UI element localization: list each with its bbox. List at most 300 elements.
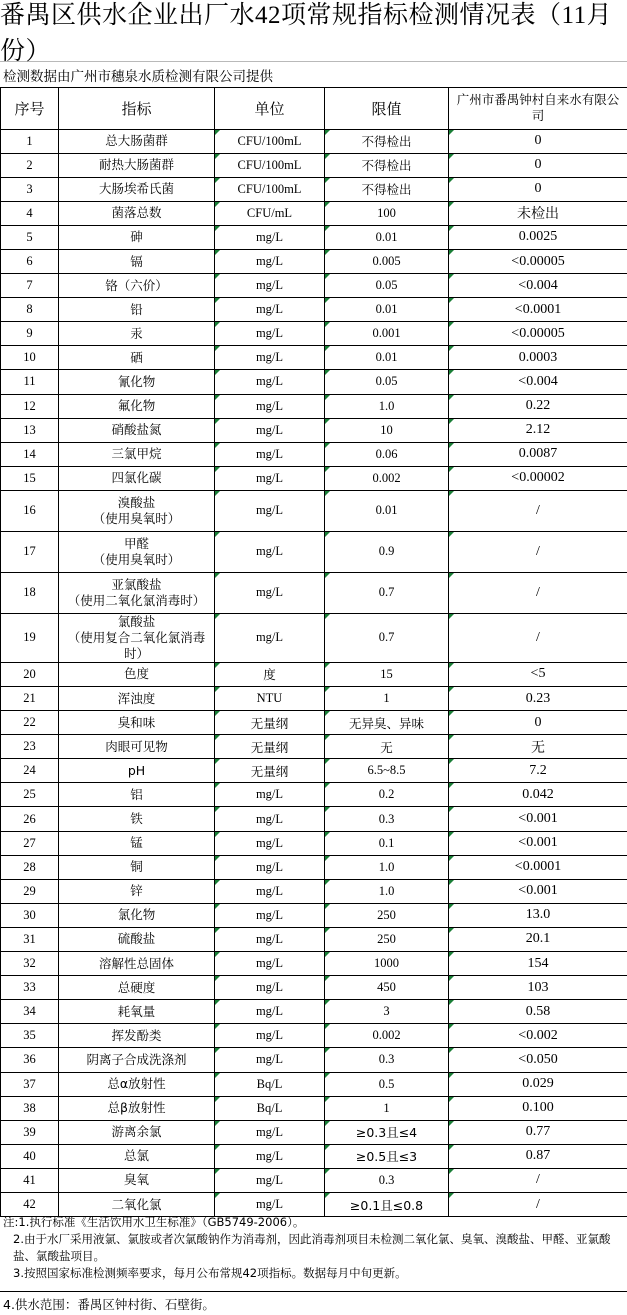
- table-row: [1, 1048, 627, 1072]
- indicator-name: [59, 531, 215, 572]
- indicator-name-main: 耐热大肠菌群: [98, 157, 174, 173]
- unit-cell: mg/L: [215, 952, 325, 976]
- unit-cell: mg/L: [215, 613, 325, 662]
- row-number: 29: [1, 879, 59, 903]
- unit-cell: mg/L: [215, 394, 325, 418]
- unit-cell: mg/L: [215, 903, 325, 927]
- table-row: [1, 442, 627, 466]
- indicator-name: [59, 274, 215, 298]
- limit-cell: 450: [325, 976, 449, 1000]
- row-number: 15: [1, 466, 59, 490]
- indicator-name: [59, 855, 215, 879]
- unit-cell: CFU/100mL: [215, 129, 325, 153]
- row-number: 12: [1, 394, 59, 418]
- limit-cell: 无异臭、异味: [325, 711, 449, 735]
- indicator-name: [59, 346, 215, 370]
- table-row: [1, 903, 627, 927]
- result-cell: 0: [449, 177, 627, 201]
- result-cell: 0.0087: [449, 442, 627, 466]
- result-cell: /: [449, 1168, 627, 1192]
- limit-cell: 0.01: [325, 225, 449, 249]
- indicator-name: [59, 1168, 215, 1192]
- indicator-name-note: （使用臭氧时）: [92, 551, 181, 567]
- limit-cell: 0.01: [325, 346, 449, 370]
- limit-cell: 0.002: [325, 466, 449, 490]
- indicator-name-main: 大肠埃希氏菌: [98, 181, 174, 197]
- indicator-name: [59, 490, 215, 531]
- indicator-name-main: 溴酸盐: [117, 494, 156, 510]
- indicator-name: [59, 466, 215, 490]
- limit-cell: 3: [325, 1000, 449, 1024]
- result-cell: <0.001: [449, 879, 627, 903]
- indicator-name-main: 镉: [130, 253, 143, 269]
- data-source-note: 检测数据由广州市穗泉水质检测有限公司提供: [0, 62, 627, 88]
- table-row: [1, 687, 627, 711]
- indicator-name: [59, 442, 215, 466]
- row-number: 37: [1, 1072, 59, 1096]
- indicator-name-note: （使用二氧化氯消毒时）: [67, 592, 206, 608]
- result-cell: <0.00005: [449, 249, 627, 273]
- table-row: [1, 711, 627, 735]
- header-no: 序号: [1, 88, 59, 129]
- result-cell: 0.029: [449, 1072, 627, 1096]
- table-row: [1, 1144, 627, 1168]
- table-header-row: [1, 88, 627, 129]
- indicator-name-note: （使用臭氧时）: [92, 510, 181, 526]
- indicator-name: [59, 927, 215, 951]
- table-row: [1, 394, 627, 418]
- note-2: 2.由于水厂采用液氯、氯胺或者次氯酸钠作为消毒剂，因此消毒剂项目未检测二氧化氯、臭氧、溴酸盐、甲醛、亚氯酸盐、氯酸盐项目。: [13, 1232, 611, 1263]
- limit-cell: 0.05: [325, 370, 449, 394]
- limit-cell: ≥0.5且≤3: [325, 1144, 449, 1168]
- unit-cell: mg/L: [215, 490, 325, 531]
- unit-cell: mg/L: [215, 1168, 325, 1192]
- indicator-name: [59, 298, 215, 322]
- result-cell: 0: [449, 153, 627, 177]
- unit-cell: CFU/100mL: [215, 177, 325, 201]
- indicator-name: [59, 129, 215, 153]
- row-number: 24: [1, 759, 59, 783]
- indicator-name-main: 硒: [130, 349, 143, 365]
- indicator-name-main: 臭和味: [117, 714, 156, 730]
- unit-cell: mg/L: [215, 1144, 325, 1168]
- limit-cell: 不得检出: [325, 153, 449, 177]
- page-title: 番禺区供水企业出厂水42项常规指标检测情况表（11月份）: [0, 0, 627, 62]
- unit-cell: mg/L: [215, 466, 325, 490]
- table-row: [1, 1168, 627, 1192]
- table-row: [1, 662, 627, 686]
- limit-cell: 0.3: [325, 1048, 449, 1072]
- table-row: [1, 322, 627, 346]
- row-number: 3: [1, 177, 59, 201]
- result-cell: /: [449, 531, 627, 572]
- indicator-name-main: 铬（六价）: [105, 277, 168, 293]
- row-number: 32: [1, 952, 59, 976]
- header-company: 广州市番禺钟村自来水有限公司: [449, 88, 627, 129]
- result-cell: /: [449, 572, 627, 613]
- row-number: 21: [1, 687, 59, 711]
- indicator-name-main: 氰化物: [117, 373, 156, 389]
- table-row: [1, 466, 627, 490]
- result-cell: /: [449, 613, 627, 662]
- limit-cell: 0.3: [325, 1168, 449, 1192]
- row-number: 31: [1, 927, 59, 951]
- unit-cell: mg/L: [215, 855, 325, 879]
- result-cell: <0.0001: [449, 855, 627, 879]
- table-row: [1, 298, 627, 322]
- table-row: [1, 370, 627, 394]
- row-number: 28: [1, 855, 59, 879]
- unit-cell: CFU/mL: [215, 201, 325, 225]
- indicator-name-main: 铜: [130, 859, 143, 875]
- result-cell: 0.042: [449, 783, 627, 807]
- limit-cell: 15: [325, 662, 449, 686]
- unit-cell: mg/L: [215, 831, 325, 855]
- unit-cell: mg/L: [215, 783, 325, 807]
- result-cell: <0.004: [449, 274, 627, 298]
- result-cell: /: [449, 490, 627, 531]
- result-cell: 0: [449, 711, 627, 735]
- row-number: 19: [1, 613, 59, 662]
- table-row: [1, 418, 627, 442]
- indicator-name-main: 汞: [130, 325, 143, 341]
- indicator-name: [59, 711, 215, 735]
- limit-cell: ≥0.3且≤4: [325, 1120, 449, 1144]
- unit-cell: mg/L: [215, 442, 325, 466]
- row-number: 13: [1, 418, 59, 442]
- indicator-name-main: 色度: [123, 666, 149, 682]
- limit-cell: 不得检出: [325, 177, 449, 201]
- row-number: 40: [1, 1144, 59, 1168]
- indicator-name-main: 亚氯酸盐: [111, 576, 162, 592]
- limit-cell: 不得检出: [325, 129, 449, 153]
- row-number: 10: [1, 346, 59, 370]
- table-row: [1, 249, 627, 273]
- indicator-name-main: 锰: [130, 835, 143, 851]
- limit-cell: 0.2: [325, 783, 449, 807]
- table-row: [1, 831, 627, 855]
- unit-cell: mg/L: [215, 572, 325, 613]
- limit-cell: 0.005: [325, 249, 449, 273]
- indicator-name: [59, 201, 215, 225]
- note-3: 3.按照国家标准检测频率要求，每月公布常规42项指标。数据每月中旬更新。: [13, 1266, 407, 1280]
- table-row: [1, 1120, 627, 1144]
- indicator-name-main: pH: [127, 762, 146, 778]
- row-number: 36: [1, 1048, 59, 1072]
- indicator-name: [59, 418, 215, 442]
- result-cell: 154: [449, 952, 627, 976]
- unit-cell: 度: [215, 662, 325, 686]
- result-cell: 13.0: [449, 903, 627, 927]
- unit-cell: mg/L: [215, 1192, 325, 1216]
- limit-cell: 0.05: [325, 274, 449, 298]
- table-row: [1, 1000, 627, 1024]
- indicator-name-main: 总硬度: [117, 979, 156, 995]
- row-number: 33: [1, 976, 59, 1000]
- indicator-name: [59, 1096, 215, 1120]
- indicator-name-main: 铅: [130, 301, 143, 317]
- limit-cell: 1.0: [325, 879, 449, 903]
- limit-cell: ≥0.1且≤0.8: [325, 1192, 449, 1216]
- limit-cell: 0.01: [325, 490, 449, 531]
- notes-section: [0, 1210, 627, 1292]
- indicator-name-main: 游离余氯: [111, 1124, 162, 1140]
- unit-cell: mg/L: [215, 976, 325, 1000]
- indicator-name: [59, 1024, 215, 1048]
- table-row: [1, 490, 627, 531]
- indicator-name: [59, 572, 215, 613]
- unit-cell: mg/L: [215, 1024, 325, 1048]
- indicator-name-main: 总氯: [123, 1148, 149, 1164]
- row-number: 8: [1, 298, 59, 322]
- indicator-name-main: 总大肠菌群: [105, 133, 168, 149]
- result-cell: 0.100: [449, 1096, 627, 1120]
- row-number: 42: [1, 1192, 59, 1216]
- result-cell: <0.004: [449, 370, 627, 394]
- indicator-name: [59, 783, 215, 807]
- limit-cell: 250: [325, 903, 449, 927]
- table-row: [1, 201, 627, 225]
- limit-cell: 0.01: [325, 298, 449, 322]
- table-row: [1, 927, 627, 951]
- row-number: 35: [1, 1024, 59, 1048]
- unit-cell: mg/L: [215, 298, 325, 322]
- unit-cell: NTU: [215, 687, 325, 711]
- indicator-name-main: 菌落总数: [111, 205, 162, 221]
- limit-cell: 0.1: [325, 831, 449, 855]
- indicator-name: [59, 952, 215, 976]
- table-row: [1, 807, 627, 831]
- limit-cell: 无: [325, 735, 449, 759]
- indicator-name-main: 肉眼可见物: [105, 738, 168, 754]
- row-number: 25: [1, 783, 59, 807]
- row-number: 7: [1, 274, 59, 298]
- result-cell: <0.00002: [449, 466, 627, 490]
- row-number: 39: [1, 1120, 59, 1144]
- header-limit: 限值: [325, 88, 449, 129]
- limit-cell: 1.0: [325, 855, 449, 879]
- result-cell: <0.002: [449, 1024, 627, 1048]
- table-row: [1, 1072, 627, 1096]
- limit-cell: 100: [325, 201, 449, 225]
- table-row: [1, 879, 627, 903]
- indicator-name: [59, 1000, 215, 1024]
- indicator-name-main: 总β放射性: [107, 1100, 166, 1116]
- row-number: 30: [1, 903, 59, 927]
- row-number: 20: [1, 662, 59, 686]
- result-cell: <0.0001: [449, 298, 627, 322]
- row-number: 16: [1, 490, 59, 531]
- result-cell: 0.22: [449, 394, 627, 418]
- row-number: 34: [1, 1000, 59, 1024]
- limit-cell: 0.5: [325, 1072, 449, 1096]
- indicator-name-main: 耗氧量: [117, 1003, 156, 1019]
- row-number: 14: [1, 442, 59, 466]
- limit-cell: 250: [325, 927, 449, 951]
- unit-cell: mg/L: [215, 322, 325, 346]
- water-quality-table: [0, 88, 627, 1217]
- indicator-name: [59, 1048, 215, 1072]
- row-number: 6: [1, 249, 59, 273]
- supply-scope-note: 4.供水范围：番禺区钟村街、石壁街。: [3, 1296, 215, 1312]
- indicator-name: [59, 249, 215, 273]
- result-cell: 7.2: [449, 759, 627, 783]
- result-cell: 0.0025: [449, 225, 627, 249]
- indicator-name-main: 二氧化氯: [111, 1196, 162, 1212]
- table-row: [1, 1096, 627, 1120]
- header-unit: 单位: [215, 88, 325, 129]
- result-cell: 无: [449, 735, 627, 759]
- row-number: 18: [1, 572, 59, 613]
- table-row: [1, 735, 627, 759]
- table-row: [1, 613, 627, 662]
- indicator-name-main: 硝酸盐氮: [111, 422, 162, 438]
- indicator-name: [59, 687, 215, 711]
- indicator-name-main: 甲醛: [123, 535, 149, 551]
- row-number: 41: [1, 1168, 59, 1192]
- unit-cell: Bq/L: [215, 1072, 325, 1096]
- indicator-name: [59, 735, 215, 759]
- table-row: [1, 225, 627, 249]
- unit-cell: mg/L: [215, 274, 325, 298]
- indicator-name-main: 挥发酚类: [111, 1027, 162, 1043]
- header-indicator: 指标: [59, 88, 215, 129]
- indicator-name-main: 浑浊度: [117, 690, 156, 706]
- result-cell: /: [449, 1192, 627, 1216]
- unit-cell: mg/L: [215, 418, 325, 442]
- row-number: 9: [1, 322, 59, 346]
- limit-cell: 0.002: [325, 1024, 449, 1048]
- unit-cell: 无量纲: [215, 711, 325, 735]
- row-number: 17: [1, 531, 59, 572]
- limit-cell: 0.7: [325, 572, 449, 613]
- result-cell: 103: [449, 976, 627, 1000]
- table-row: [1, 177, 627, 201]
- indicator-name-main: 砷: [130, 229, 143, 245]
- indicator-name-main: 氯酸盐: [117, 613, 156, 629]
- indicator-name-main: 溶解性总固体: [98, 955, 174, 971]
- limit-cell: 10: [325, 418, 449, 442]
- limit-cell: 1: [325, 1096, 449, 1120]
- indicator-name-main: 臭氧: [123, 1172, 149, 1188]
- row-number: 26: [1, 807, 59, 831]
- indicator-name: [59, 613, 215, 662]
- unit-cell: mg/L: [215, 879, 325, 903]
- row-number: 22: [1, 711, 59, 735]
- indicator-name: [59, 1072, 215, 1096]
- unit-cell: 无量纲: [215, 759, 325, 783]
- table-row: [1, 274, 627, 298]
- limit-cell: 0.001: [325, 322, 449, 346]
- row-number: 1: [1, 129, 59, 153]
- result-cell: 0.23: [449, 687, 627, 711]
- indicator-name: [59, 662, 215, 686]
- limit-cell: 0.9: [325, 531, 449, 572]
- table-row: [1, 855, 627, 879]
- indicator-name-main: 氟化物: [117, 398, 156, 414]
- result-cell: <0.00005: [449, 322, 627, 346]
- indicator-name: [59, 1144, 215, 1168]
- row-number: 2: [1, 153, 59, 177]
- row-number: 4: [1, 201, 59, 225]
- row-number: 5: [1, 225, 59, 249]
- indicator-name-main: 氯化物: [117, 907, 156, 923]
- unit-cell: Bq/L: [215, 1096, 325, 1120]
- unit-cell: 无量纲: [215, 735, 325, 759]
- result-cell: 0.0003: [449, 346, 627, 370]
- table-row: [1, 572, 627, 613]
- indicator-name: [59, 807, 215, 831]
- result-cell: 0: [449, 129, 627, 153]
- unit-cell: mg/L: [215, 807, 325, 831]
- unit-cell: mg/L: [215, 225, 325, 249]
- result-cell: 2.12: [449, 418, 627, 442]
- table-row: [1, 129, 627, 153]
- unit-cell: mg/L: [215, 927, 325, 951]
- limit-cell: 1000: [325, 952, 449, 976]
- table-row: [1, 1024, 627, 1048]
- indicator-name: [59, 759, 215, 783]
- result-cell: 20.1: [449, 927, 627, 951]
- indicator-name-note: （使用复合二氧化氯消毒时）: [67, 629, 206, 661]
- indicator-name-main: 硫酸盐: [117, 931, 156, 947]
- unit-cell: mg/L: [215, 1000, 325, 1024]
- result-cell: 0.77: [449, 1120, 627, 1144]
- indicator-name: [59, 879, 215, 903]
- result-cell: 0.58: [449, 1000, 627, 1024]
- indicator-name: [59, 153, 215, 177]
- unit-cell: mg/L: [215, 346, 325, 370]
- indicator-name-main: 阴离子合成洗涤剂: [86, 1051, 187, 1067]
- limit-cell: 0.7: [325, 613, 449, 662]
- indicator-name-main: 铝: [130, 786, 143, 802]
- result-cell: <0.001: [449, 831, 627, 855]
- indicator-name: [59, 831, 215, 855]
- result-cell: <5: [449, 662, 627, 686]
- indicator-name: [59, 322, 215, 346]
- table-row: [1, 346, 627, 370]
- indicator-name: [59, 1120, 215, 1144]
- unit-cell: mg/L: [215, 531, 325, 572]
- indicator-name-main: 四氯化碳: [111, 470, 162, 486]
- limit-cell: 1: [325, 687, 449, 711]
- unit-cell: mg/L: [215, 370, 325, 394]
- indicator-name-main: 三氯甲烷: [111, 446, 162, 462]
- table-row: [1, 759, 627, 783]
- row-number: 11: [1, 370, 59, 394]
- row-number: 27: [1, 831, 59, 855]
- indicator-name: [59, 225, 215, 249]
- result-cell: 未检出: [449, 201, 627, 225]
- table-row: [1, 952, 627, 976]
- indicator-name-main: 锌: [130, 883, 143, 899]
- row-number: 38: [1, 1096, 59, 1120]
- table-row: [1, 976, 627, 1000]
- unit-cell: mg/L: [215, 249, 325, 273]
- indicator-name: [59, 903, 215, 927]
- limit-cell: 6.5~8.5: [325, 759, 449, 783]
- table-row: [1, 783, 627, 807]
- indicator-name: [59, 394, 215, 418]
- row-number: 23: [1, 735, 59, 759]
- result-cell: 0.87: [449, 1144, 627, 1168]
- limit-cell: 1.0: [325, 394, 449, 418]
- indicator-name: [59, 370, 215, 394]
- table-row: [1, 153, 627, 177]
- unit-cell: CFU/100mL: [215, 153, 325, 177]
- result-cell: <0.001: [449, 807, 627, 831]
- table-row: [1, 531, 627, 572]
